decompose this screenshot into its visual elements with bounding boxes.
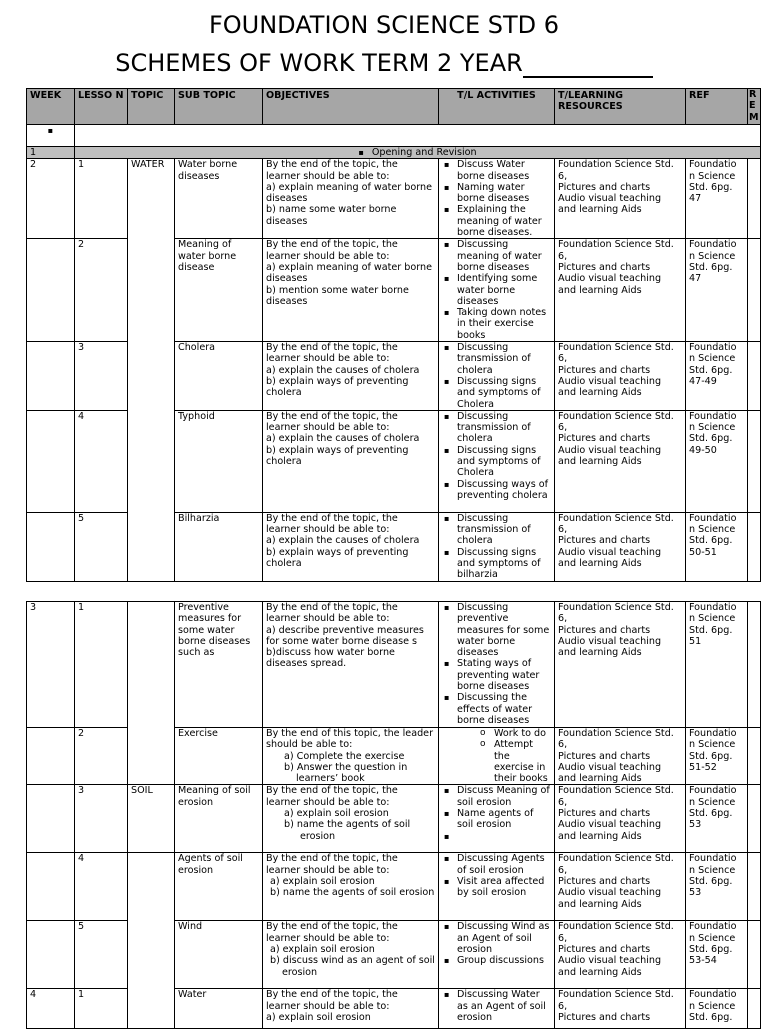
topic-cell: WATER	[128, 159, 175, 581]
opening-revision-text: Opening and Revision	[371, 147, 477, 158]
blank-row	[27, 125, 761, 147]
activity-item: o Attempt the exercise in their books	[494, 739, 551, 784]
document-subtitle	[0, 48, 768, 78]
week-1-row	[27, 147, 761, 159]
ref-cell: Foundatio n Science Std. 6pg. 51-52	[686, 728, 748, 785]
subtopic-cell: Bilharzia	[175, 512, 263, 581]
table-row	[27, 602, 761, 728]
rem-cell	[748, 159, 761, 239]
activity-item: ▪ Discussing the effects of water borne diseases	[457, 692, 551, 726]
week-cell	[27, 853, 75, 921]
page-header	[0, 8, 768, 78]
header-ref: REF	[686, 89, 748, 125]
activity-item: ▪ Discussing ways of preventing cholera	[457, 479, 551, 502]
week-cell	[27, 410, 75, 512]
activity-item: ▪ Discussing meaning of water borne diseases	[457, 239, 551, 273]
header-rem: R E M	[749, 89, 759, 123]
table-row	[27, 159, 761, 239]
header-objectives: OBJECTIVES	[263, 89, 439, 125]
subtopic-cell: Water borne diseases	[175, 159, 263, 239]
ref-cell: Foundatio n Science Std. 6pg.	[686, 989, 748, 1029]
lesson-cell: 1	[75, 159, 128, 239]
topic-cell	[128, 602, 175, 785]
topic-cell: SOIL	[128, 785, 175, 853]
activity-item: ▪ Discussing Wind as an Agent of soil erosion	[457, 921, 551, 955]
activities-cell	[439, 921, 555, 989]
ref-cell: Foundatio n Science Std. 6pg. 47-49	[686, 342, 748, 411]
lesson-cell: 4	[75, 853, 128, 921]
table-row	[27, 853, 761, 921]
rem-cell	[748, 342, 761, 411]
header-lesson: LESSO N	[75, 89, 128, 125]
activity-item: ▪ Discussing preventive measures for some water borne diseases	[457, 602, 551, 658]
objectives-intro: By the end of the topic, the learner should be able to:	[266, 921, 398, 944]
activities-cell	[439, 239, 555, 342]
activity-item: o Work to do	[494, 728, 551, 739]
table-row	[27, 785, 761, 853]
objective-item: b) name the agents of soil erosion	[284, 819, 411, 842]
ref-cell: Foundatio n Science Std. 6pg. 53	[686, 785, 748, 853]
activities-cell	[439, 342, 555, 411]
rem-cell	[748, 410, 761, 512]
objectives-cell	[263, 989, 439, 1029]
objective-item: a) explain soil erosion	[270, 876, 375, 888]
activity-item: ▪ Naming water borne diseases	[457, 182, 551, 205]
week-cell: 1	[27, 147, 75, 159]
activities-cell	[439, 785, 555, 853]
activities-cell	[439, 989, 555, 1029]
objective-item: a) Complete the exercise	[284, 750, 405, 762]
activity-item: ▪ Discussing transmission of cholera	[457, 411, 551, 445]
objectives-cell: By the end of the topic, the learner should be able to: a) explain the causes of cholera b) explain ways of preventing cholera	[263, 512, 439, 581]
objective-item: a) explain soil erosion	[266, 1012, 371, 1024]
rem-cell	[748, 989, 761, 1029]
rem-cell	[748, 921, 761, 989]
objectives-cell: By the end of the topic, the learner should be able to: a) explain the causes of cholera b) explain ways of preventing cholera	[263, 410, 439, 512]
rem-cell	[748, 853, 761, 921]
subtopic-cell: Meaning of water borne disease	[175, 239, 263, 342]
resources-cell: Foundation Science Std. 6, Pictures and charts Audio visual teaching and learning Aids	[555, 159, 686, 239]
activities-cell	[439, 728, 555, 785]
subtopic-cell: Cholera	[175, 342, 263, 411]
resources-cell: Foundation Science Std. 6, Pictures and charts Audio visual teaching and learning Aids	[555, 921, 686, 989]
objectives-cell: By the end of the topic, the learner should be able to: a) explain meaning of water borne diseases b) mention some water borne diseases	[263, 239, 439, 342]
week-cell	[27, 728, 75, 785]
subtopic-cell: Agents of soil erosion	[175, 853, 263, 921]
subtopic-cell: Preventive measures for some water borne diseases such as	[175, 602, 263, 728]
ref-cell: Foundatio n Science Std. 6pg. 51	[686, 602, 748, 728]
activity-item: ▪ Visit area affected by soil erosion	[457, 876, 551, 899]
objective-item: b) Answer the question in learners’ book	[284, 761, 408, 785]
activity-item: ▪ Discuss Water borne diseases	[457, 159, 551, 182]
header-week: WEEK	[27, 89, 75, 125]
subtopic-cell: Typhoid	[175, 410, 263, 512]
week-cell: 3	[27, 602, 75, 728]
activities-cell	[439, 602, 555, 728]
objectives-cell	[263, 853, 439, 921]
resources-cell: Foundation Science Std. 6, Pictures and charts Audio visual teaching and learning Aids	[555, 410, 686, 512]
rem-cell	[748, 512, 761, 581]
ref-cell: Foundatio n Science Std. 6pg. 53	[686, 853, 748, 921]
lesson-cell: 2	[75, 728, 128, 785]
topic-cell	[128, 853, 175, 1029]
activities-cell	[439, 853, 555, 921]
subtitle-text: SCHEMES OF WORK TERM 2 YEAR	[115, 49, 523, 77]
activity-item: ▪ Identifying some water borne diseases	[457, 273, 551, 307]
objective-item: b) discuss wind as an agent of soil erosion	[270, 955, 435, 978]
week-cell	[27, 512, 75, 581]
objectives-cell	[263, 728, 439, 785]
objectives-intro: By the end of the topic, the learner should be able to:	[266, 785, 398, 808]
objective-item: a) explain soil erosion	[284, 808, 389, 820]
week-cell	[27, 239, 75, 342]
header-activities: T/L ACTIVITIES	[439, 89, 555, 125]
activity-item: ▪ Discussing signs and symptoms of bilharzia	[457, 547, 551, 581]
resources-cell: Foundation Science Std. 6, Pictures and charts Audio visual teaching and learning Aids	[555, 512, 686, 581]
rem-cell	[748, 602, 761, 728]
activities-cell	[439, 410, 555, 512]
lesson-cell: 4	[75, 410, 128, 512]
objectives-cell: By the end of the topic, the learner should be able to: a) explain the causes of cholera b) explain ways of preventing cholera	[263, 342, 439, 411]
subtopic-cell: Exercise	[175, 728, 263, 785]
objectives-cell	[263, 785, 439, 853]
objectives-intro: By the end of this topic, the leader should be able to:	[266, 728, 434, 751]
document-title: FOUNDATION SCIENCE STD 6	[208, 11, 560, 39]
objective-item: a) explain soil erosion	[270, 944, 375, 956]
week-cell: 4	[27, 989, 75, 1029]
activities-cell	[439, 512, 555, 581]
activities-cell	[439, 159, 555, 239]
activity-item: ▪ Discussing Water as an Agent of soil erosion	[457, 989, 551, 1023]
week-cell	[27, 342, 75, 411]
resources-cell: Foundation Science Std. 6, Pictures and charts Audio visual teaching and learning Aids	[555, 602, 686, 728]
week-cell	[27, 921, 75, 989]
lesson-cell: 3	[75, 785, 128, 853]
header-resources: T/LEARNING RESOURCES	[555, 89, 686, 125]
subtopic-cell: Wind	[175, 921, 263, 989]
ref-cell: Foundatio n Science Std. 6pg. 47	[686, 239, 748, 342]
activity-item: ▪ Discuss Meaning of soil erosion	[457, 785, 551, 808]
bullet-mark: ▪	[47, 126, 54, 135]
schemes-table-1	[26, 88, 761, 582]
ref-cell: Foundatio n Science Std. 6pg. 53-54	[686, 921, 748, 989]
objectives-intro: By the end of the topic, the learner should be able to:	[266, 989, 398, 1012]
rem-cell	[748, 728, 761, 785]
lesson-cell: 1	[75, 602, 128, 728]
lesson-cell: 2	[75, 239, 128, 342]
activity-item: ▪ Explaining the meaning of water borne diseases.	[457, 204, 551, 238]
objectives-cell: By the end of the topic, the learner should be able to: a) describe preventive measures for some water borne disease s b)discuss how water borne diseases spread.	[263, 602, 439, 728]
activity-item: ▪ Group discussions	[457, 955, 551, 966]
resources-cell: Foundation Science Std. 6, Pictures and charts Audio visual teaching and learning Aids	[555, 853, 686, 921]
blank-cell	[75, 125, 761, 147]
schemes-table-2	[26, 601, 761, 1029]
lesson-cell: 5	[75, 512, 128, 581]
activity-item: ▪ Stating ways of preventing water borne diseases	[457, 658, 551, 692]
week-cell: 2	[27, 159, 75, 239]
rem-cell	[748, 239, 761, 342]
objectives-cell: By the end of the topic, the learner should be able to: a) explain meaning of water borne diseases b) name some water borne diseases	[263, 159, 439, 239]
lesson-cell: 3	[75, 342, 128, 411]
lesson-cell: 1	[75, 989, 128, 1029]
activity-item: ▪ Discussing transmission of cholera	[457, 342, 551, 376]
week-cell	[27, 785, 75, 853]
ref-cell: Foundatio n Science Std. 6pg. 47	[686, 159, 748, 239]
header-sub-topic: SUB TOPIC	[175, 89, 263, 125]
resources-cell: Foundation Science Std. 6, Pictures and charts Audio visual teaching and learning Aids	[555, 239, 686, 342]
resources-cell: Foundation Science Std. 6, Pictures and charts Audio visual teaching and learning Aids	[555, 728, 686, 785]
blank-bullet-cell	[27, 125, 75, 147]
ref-cell: Foundatio n Science Std. 6pg. 49-50	[686, 410, 748, 512]
activity-item: ▪ Name agents of soil erosion	[457, 808, 551, 831]
resources-cell: Foundation Science Std. 6, Pictures and charts Audio visual teaching and learning Aids	[555, 342, 686, 411]
activity-item: ▪ Discussing Agents of soil erosion	[457, 853, 551, 876]
subtopic-cell: Water	[175, 989, 263, 1029]
bullet-mark: ▪	[358, 148, 364, 157]
header-topic: TOPIC	[128, 89, 175, 125]
objectives-cell	[263, 921, 439, 989]
ref-cell: Foundatio n Science Std. 6pg. 50-51	[686, 512, 748, 581]
activity-item: ▪ Discussing signs and symptoms of Cholera	[457, 445, 551, 479]
opening-revision-cell	[75, 147, 761, 159]
subtopic-cell: Meaning of soil erosion	[175, 785, 263, 853]
objectives-intro: By the end of the topic, the learner should be able to:	[266, 853, 398, 876]
lesson-cell: 5	[75, 921, 128, 989]
year-blank-line	[523, 54, 653, 78]
rem-cell	[748, 785, 761, 853]
activity-item: ▪ Discussing signs and symptoms of Cholera	[457, 376, 551, 410]
activity-item: ▪ Discussing transmission of cholera	[457, 513, 551, 547]
activity-item: ▪ Taking down notes in their exercise books	[457, 307, 551, 341]
table-header-row	[27, 89, 761, 125]
resources-cell: Foundation Science Std. 6, Pictures and charts Audio visual teaching and learning Aids	[555, 785, 686, 853]
objective-item: b) name the agents of soil erosion	[270, 887, 435, 899]
resources-cell: Foundation Science Std. 6, Pictures and charts	[555, 989, 686, 1029]
